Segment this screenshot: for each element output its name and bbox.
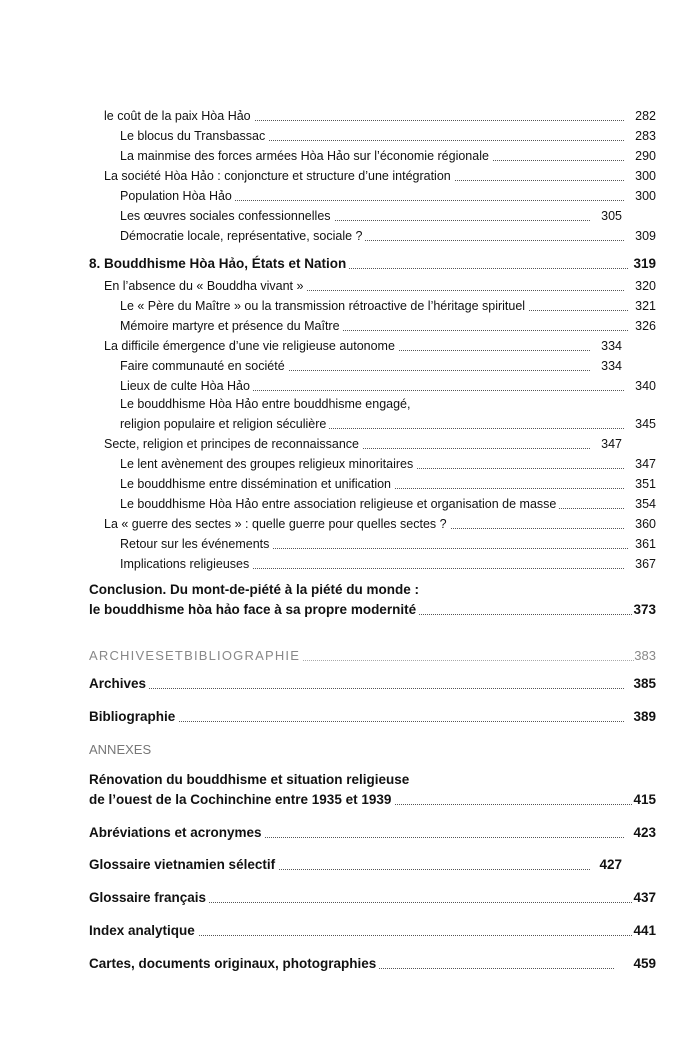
toc-entry <box>0 376 700 396</box>
toc-entry-page-number: 340 <box>635 376 656 396</box>
toc-entry-page-number: 437 <box>633 888 656 908</box>
toc-entry-title: Cartes, documents originaux, photographies <box>89 954 379 974</box>
toc-entry-page-number: 334 <box>601 356 622 376</box>
toc-entry <box>0 166 700 186</box>
toc-entry-title: Retour sur les événements <box>120 534 272 554</box>
toc-entry <box>0 674 700 694</box>
toc-entry <box>0 954 700 974</box>
toc-entry-page-number: 373 <box>633 600 656 620</box>
toc-entry <box>0 580 700 600</box>
toc-entry-page-number: 283 <box>635 126 656 146</box>
toc-entry-title: ANNEXES <box>89 740 154 760</box>
toc-entry-page-number: 441 <box>633 921 656 941</box>
toc-entry-title: Lieux de culte Hòa Hảo <box>120 376 253 396</box>
toc-entry <box>0 554 700 574</box>
toc-entry <box>0 494 700 514</box>
toc-entry-title: Mémoire martyre et présence du Maître <box>120 316 343 336</box>
toc-entry-title: Le bouddhisme Hòa Hảo entre bouddhisme engagé, <box>120 394 414 414</box>
toc-entry <box>0 888 700 908</box>
toc-entry-title: 8. Bouddhisme Hòa Hảo, États et Nation <box>89 254 349 274</box>
toc-entry-page-number: 367 <box>635 554 656 574</box>
toc-entry-title: Le lent avènement des groupes religieux minoritaires <box>120 454 416 474</box>
toc-entry-page-number: 326 <box>635 316 656 336</box>
toc-entry <box>0 186 700 206</box>
toc-entry-title: ARCHIVESETBIBLIOGRAPHIE <box>89 646 303 666</box>
toc-entry-page-number: 300 <box>635 166 656 186</box>
toc-entry-title: Les œuvres sociales confessionnelles <box>120 206 334 226</box>
toc-entry <box>0 646 700 666</box>
toc-entry <box>0 356 700 376</box>
toc-entry-title: Glossaire français <box>89 888 209 908</box>
toc-entry <box>0 254 700 274</box>
toc-entry-title: Implications religieuses <box>120 554 252 574</box>
toc-entry <box>0 276 700 296</box>
toc-entry <box>0 823 700 843</box>
toc-entry <box>0 600 700 620</box>
toc-entry-title: Bibliographie <box>89 707 178 727</box>
toc-entry <box>0 534 700 554</box>
toc-entry <box>0 740 700 760</box>
toc-entry <box>0 514 700 534</box>
toc-entry-title: La mainmise des forces armées Hòa Hảo sur l’économie régionale <box>120 146 492 166</box>
toc-entry-title: La difficile émergence d’une vie religieuse autonome <box>104 336 398 356</box>
toc-entry-title: Index analytique <box>89 921 198 941</box>
toc-entry-page-number: 427 <box>599 855 622 875</box>
toc-entry-page-number: 354 <box>635 494 656 514</box>
toc-entry-title: Conclusion. Du mont-de-piété à la piété du monde : <box>89 580 422 600</box>
toc-entry <box>0 394 700 414</box>
toc-entry <box>0 921 700 941</box>
toc-entry-page-number: 347 <box>635 454 656 474</box>
toc-entry-title: Démocratie locale, représentative, sociale ? <box>120 226 365 246</box>
toc-entry-page-number: 321 <box>635 296 656 316</box>
toc-entry <box>0 855 700 875</box>
toc-entry <box>0 770 700 790</box>
toc-entry-title: Abréviations et acronymes <box>89 823 265 843</box>
toc-entry <box>0 106 700 126</box>
toc-entry <box>0 707 700 727</box>
toc-entry-title: Rénovation du bouddhisme et situation religieuse <box>89 770 412 790</box>
toc-entry-page-number: 347 <box>601 434 622 454</box>
toc-entry-title: La « guerre des sectes » : quelle guerre pour quelles sectes ? <box>104 514 450 534</box>
toc-entry-page-number: 305 <box>601 206 622 226</box>
toc-entry <box>0 474 700 494</box>
toc-entry-title: le coût de la paix Hòa Hảo <box>104 106 254 126</box>
dot-leader <box>93 688 624 689</box>
toc-entry-page-number: 320 <box>635 276 656 296</box>
toc-entry-page-number: 361 <box>635 534 656 554</box>
toc-entry-title: Le blocus du Transbassac <box>120 126 268 146</box>
toc-entry-page-number: 415 <box>633 790 656 810</box>
toc-entry <box>0 206 700 226</box>
toc-entry-title: Glossaire vietnamien sélectif <box>89 855 278 875</box>
toc-entry <box>0 126 700 146</box>
toc-entry-title: de l’ouest de la Cochinchine entre 1935 et 1939 <box>89 790 394 810</box>
toc-entry <box>0 414 700 434</box>
toc-entry-page-number: 319 <box>633 254 656 274</box>
toc-entry-page-number: 309 <box>635 226 656 246</box>
toc-entry-page-number: 282 <box>635 106 656 126</box>
toc-entry-page-number: 459 <box>633 954 656 974</box>
toc-entry-title: La société Hòa Hảo : conjoncture et structure d’une intégration <box>104 166 454 186</box>
toc-entry-page-number: 385 <box>633 674 656 694</box>
toc-entry-page-number: 351 <box>635 474 656 494</box>
toc-entry-title: Population Hòa Hảo <box>120 186 235 206</box>
toc-entry-page-number: 360 <box>635 514 656 534</box>
toc-entry-title: Le « Père du Maître » ou la transmission rétroactive de l’héritage spirituel <box>120 296 528 316</box>
toc-entry-page-number: 345 <box>635 414 656 434</box>
toc-entry <box>0 336 700 356</box>
toc-entry-title: Le bouddhisme entre dissémination et unification <box>120 474 394 494</box>
toc-entry-title: religion populaire et religion séculière <box>120 414 329 434</box>
toc-entry <box>0 454 700 474</box>
toc-entry-title: En l’absence du « Bouddha vivant » <box>104 276 306 296</box>
toc-entry-title: Secte, religion et principes de reconnaissance <box>104 434 362 454</box>
toc-entry <box>0 146 700 166</box>
toc-entry-page-number: 334 <box>601 336 622 356</box>
toc-entry <box>0 296 700 316</box>
toc-entry <box>0 434 700 454</box>
toc-entry-title: Archives <box>89 674 149 694</box>
toc-entry <box>0 226 700 246</box>
toc-entry-page-number: 383 <box>634 646 656 666</box>
toc-entry-page-number: 290 <box>635 146 656 166</box>
toc-entry-page-number: 300 <box>635 186 656 206</box>
toc-entry-title: Faire communauté en société <box>120 356 288 376</box>
toc-entry <box>0 316 700 336</box>
toc-entry-title: Le bouddhisme Hòa Hảo entre association religieuse et organisation de masse <box>120 494 559 514</box>
toc-entry <box>0 790 700 810</box>
toc-entry-page-number: 389 <box>633 707 656 727</box>
toc-entry-title: le bouddhisme hòa hảo face à sa propre modernité <box>89 600 419 620</box>
toc-entry-page-number: 423 <box>633 823 656 843</box>
